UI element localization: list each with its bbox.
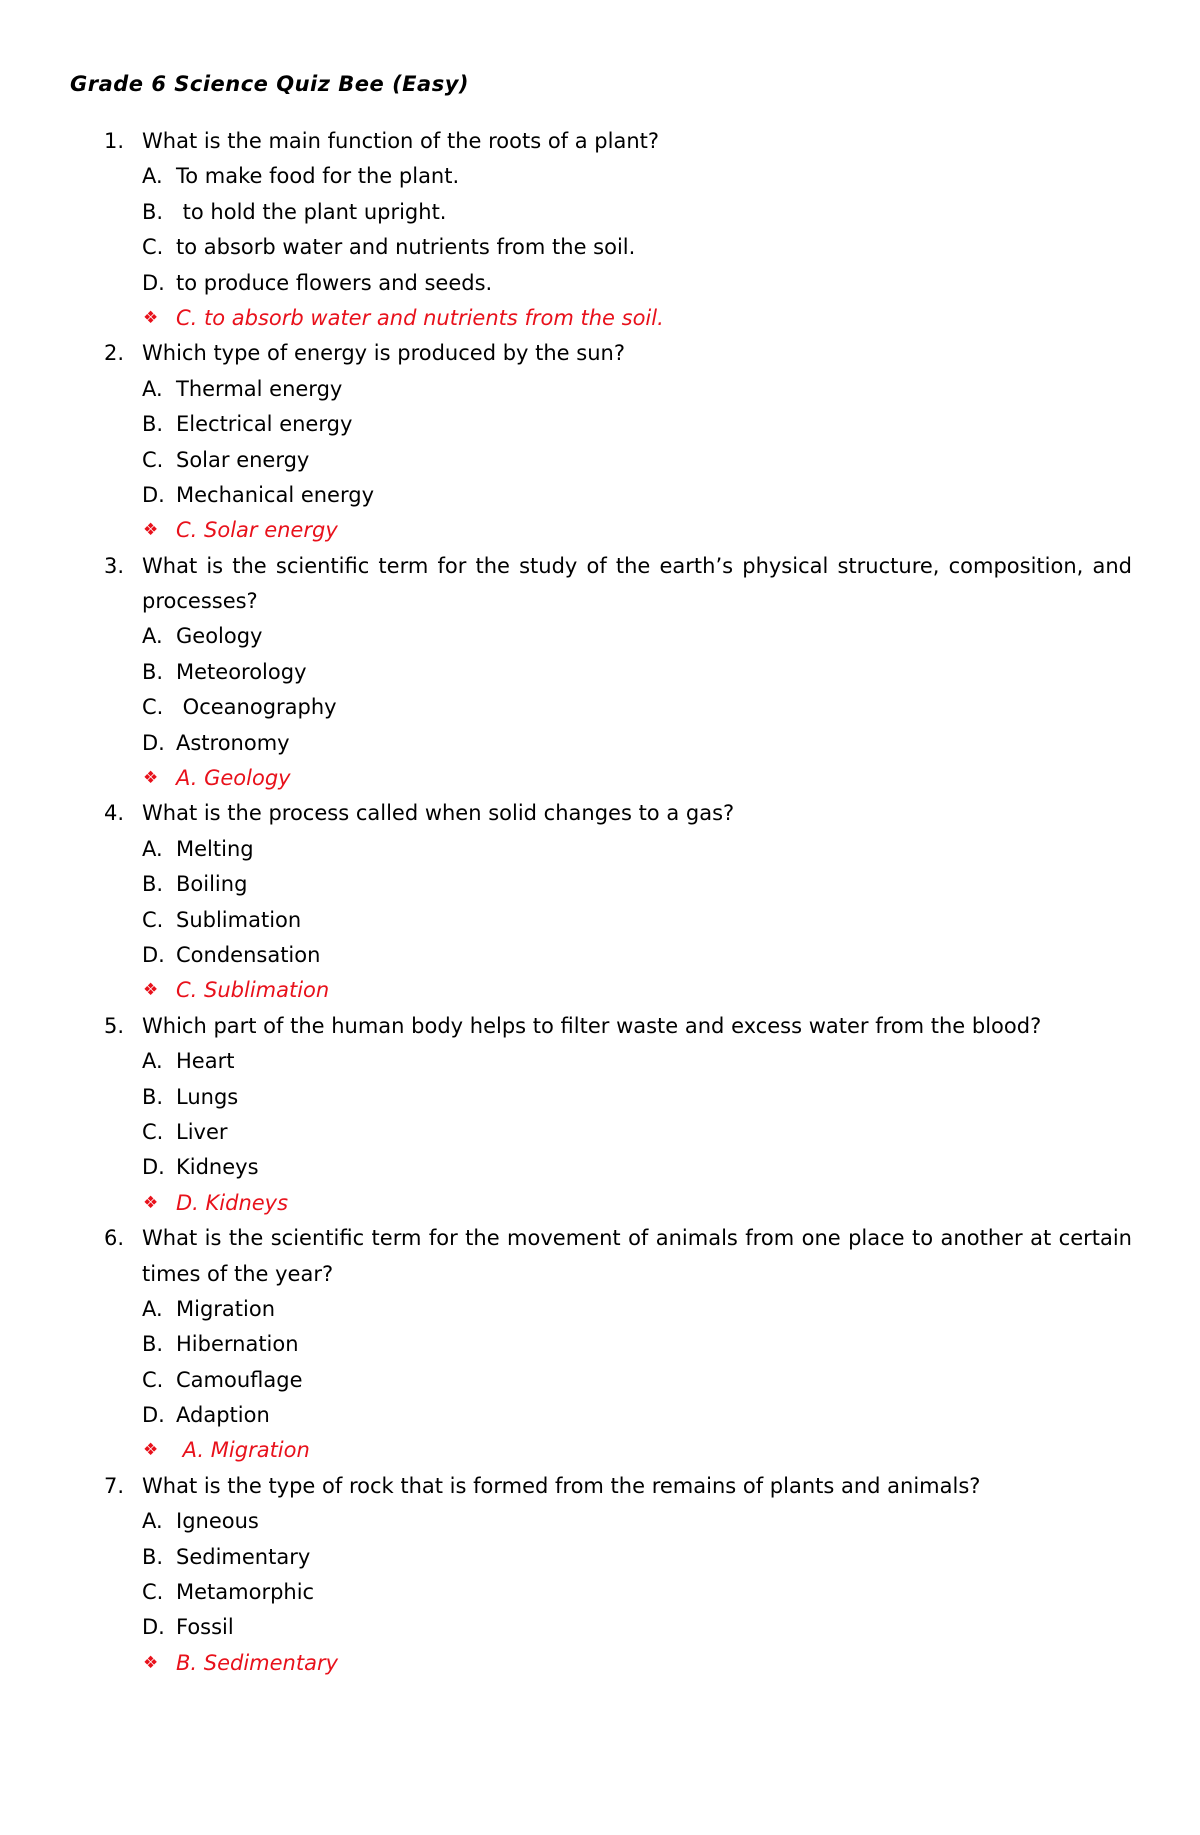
option-row [0, 443, 1200, 478]
quiz-list [0, 124, 1200, 1681]
question-number: 2. [104, 341, 125, 366]
option-letter: B. [142, 199, 164, 224]
option-text: Mechanical energy [176, 482, 375, 507]
option-text: Igneous [176, 1509, 259, 1534]
option-letter: A. [142, 376, 163, 401]
question-text: What is the type of rock that is formed from the remains of plants and animals? [142, 1473, 981, 1498]
option-letter: A. [142, 1296, 163, 1321]
option-letter: B. [142, 1084, 164, 1109]
option-letter: A. [142, 624, 163, 649]
option-row [0, 619, 1200, 654]
option-row [0, 1504, 1200, 1539]
answer-text: C. Sublimation [176, 978, 330, 1003]
option-text: Fossil [176, 1615, 234, 1640]
option-row [0, 266, 1200, 301]
diamond-bullet-icon: ❖ [143, 307, 159, 328]
option-text: Condensation [176, 943, 321, 967]
answer-text: A. Geology [176, 766, 291, 791]
option-row [0, 1540, 1200, 1575]
answer-text: A. Migration [176, 1438, 310, 1463]
option-letter: A. [142, 1509, 163, 1534]
option-letter: D. [142, 943, 165, 967]
option-text: Oceanography [176, 695, 337, 720]
answer-row [0, 1433, 1200, 1468]
question-text: Which type of energy is produced by the sun? [142, 341, 625, 366]
option-text: Metamorphic [176, 1580, 315, 1605]
option-text: Migration [176, 1296, 276, 1321]
option-row [0, 655, 1200, 690]
answer-text: C. Solar energy [176, 518, 338, 543]
option-row [0, 1115, 1200, 1150]
option-letter: D. [142, 1615, 165, 1640]
option-text: Heart [176, 1049, 235, 1074]
option-row [0, 407, 1200, 442]
question-number: 7. [104, 1473, 125, 1498]
question-number: 1. [104, 129, 125, 153]
option-text: to absorb water and nutrients from the soil. [176, 235, 636, 260]
option-text: Kidneys [176, 1155, 259, 1180]
option-row [0, 1044, 1200, 1079]
option-row [0, 1610, 1200, 1645]
question-item [0, 124, 1200, 336]
option-text: Camouflage [176, 1367, 303, 1392]
option-text: To make food for the plant. [176, 164, 460, 189]
option-row [0, 832, 1200, 867]
question-number: 5. [104, 1013, 125, 1038]
option-letter: D. [142, 1403, 165, 1428]
question-row [0, 549, 1200, 620]
option-row [0, 230, 1200, 265]
diamond-bullet-icon: ❖ [143, 520, 159, 541]
option-row [0, 195, 1200, 230]
option-letter: A. [142, 836, 163, 861]
option-letter: A. [142, 164, 163, 189]
option-letter: D. [142, 730, 165, 755]
option-letter: C. [142, 1580, 164, 1605]
option-row [0, 1080, 1200, 1115]
option-letter: C. [142, 235, 164, 260]
option-row [0, 938, 1200, 973]
option-row [0, 1150, 1200, 1185]
option-text: Boiling [176, 872, 248, 897]
question-row [0, 1221, 1200, 1292]
question-number: 4. [104, 801, 125, 826]
option-letter: B. [142, 1544, 164, 1569]
option-row [0, 1363, 1200, 1398]
question-item [0, 1221, 1200, 1469]
answer-row [0, 1186, 1200, 1221]
answer-row [0, 301, 1200, 336]
option-letter: A. [142, 1049, 163, 1074]
diamond-bullet-icon: ❖ [143, 1192, 159, 1213]
option-text: Electrical energy [176, 412, 353, 437]
question-row [0, 124, 1200, 159]
option-row [0, 159, 1200, 194]
option-letter: B. [142, 872, 164, 897]
option-text: Adaption [176, 1403, 270, 1428]
option-letter: C. [142, 695, 164, 720]
option-row [0, 1398, 1200, 1433]
option-text: Sublimation [176, 907, 302, 932]
option-text: Sedimentary [176, 1544, 311, 1569]
option-letter: B. [142, 1332, 164, 1357]
question-text: Which part of the human body helps to filter waste and excess water from the blood? [142, 1013, 1042, 1038]
option-text: to produce flowers and seeds. [176, 270, 493, 295]
option-text: Geology [176, 624, 263, 649]
option-letter: C. [142, 1367, 164, 1392]
diamond-bullet-icon: ❖ [143, 1652, 159, 1673]
option-text: Hibernation [176, 1332, 299, 1357]
question-number: 6. [104, 1226, 125, 1251]
option-row [0, 1575, 1200, 1610]
option-letter: C. [142, 907, 164, 932]
question-item [0, 796, 1200, 1008]
answer-text: D. Kidneys [176, 1190, 289, 1215]
question-item [0, 336, 1200, 548]
question-row [0, 796, 1200, 831]
option-text: Meteorology [176, 659, 307, 684]
option-text: Liver [176, 1119, 228, 1144]
page-title: Grade 6 Science Quiz Bee (Easy) [70, 72, 469, 96]
answer-text: C. to absorb water and nutrients from the soil. [176, 305, 664, 330]
option-text: Lungs [176, 1084, 239, 1109]
option-letter: D. [142, 1155, 165, 1180]
option-letter: C. [142, 1119, 164, 1144]
question-item [0, 1469, 1200, 1681]
option-text: Melting [176, 836, 254, 861]
question-number: 3. [104, 553, 125, 578]
answer-row [0, 761, 1200, 796]
question-text: What is the process called when solid changes to a gas? [142, 801, 735, 826]
answer-text: B. Sedimentary [176, 1650, 339, 1675]
option-letter: C. [142, 447, 164, 472]
option-text: Thermal energy [176, 376, 343, 401]
answer-row [0, 1646, 1200, 1681]
option-letter: D. [142, 482, 165, 507]
option-row [0, 726, 1200, 761]
question-row [0, 1009, 1200, 1044]
option-row [0, 690, 1200, 725]
question-item [0, 1009, 1200, 1221]
diamond-bullet-icon: ❖ [143, 768, 159, 789]
question-text: What is the scientific term for the movement of animals from one place to another at certain times of the year? [142, 1226, 1132, 1286]
question-row [0, 1469, 1200, 1504]
option-text: Astronomy [176, 730, 290, 755]
option-row [0, 867, 1200, 902]
answer-row [0, 973, 1200, 1008]
option-row [0, 372, 1200, 407]
option-text: Solar energy [176, 447, 310, 472]
option-row [0, 1327, 1200, 1362]
option-row [0, 903, 1200, 938]
option-letter: D. [142, 270, 165, 295]
question-row [0, 336, 1200, 371]
option-row [0, 478, 1200, 513]
answer-row [0, 513, 1200, 548]
question-item [0, 549, 1200, 797]
question-text: What is the scientific term for the study of the earth’s physical structure, composition, and processes? [142, 553, 1132, 614]
option-letter: B. [142, 659, 164, 684]
diamond-bullet-icon: ❖ [143, 1440, 159, 1461]
question-text: What is the main function of the roots of a plant? [142, 129, 660, 153]
option-text: to hold the plant upright. [176, 199, 447, 224]
option-letter: B. [142, 412, 164, 437]
option-row [0, 1292, 1200, 1327]
diamond-bullet-icon: ❖ [143, 980, 159, 1001]
